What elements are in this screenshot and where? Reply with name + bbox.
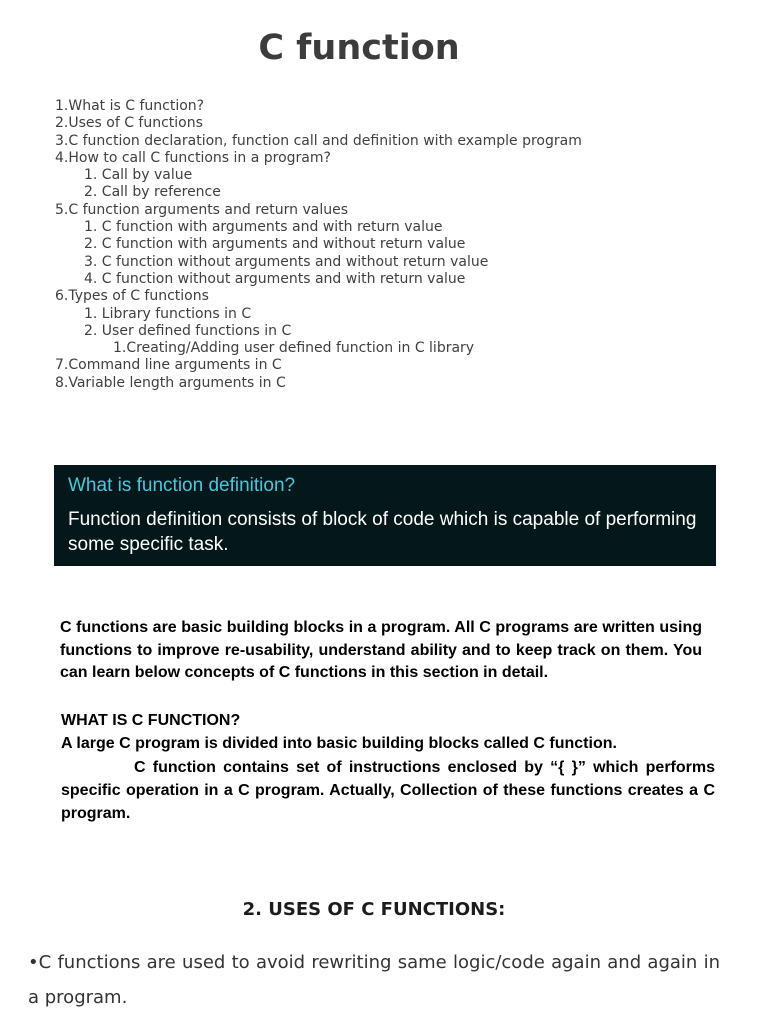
toc-item[interactable]: 3.C function declaration, function call and definition with example program xyxy=(55,132,582,149)
what-is-line-2: C function contains set of instructions enclosed by “{ }” which performs specific operation in a C program. Actually, Collection of these functions creates a C program. xyxy=(61,758,715,823)
table-of-contents xyxy=(55,98,582,392)
toc-item[interactable]: 6.Types of C functions xyxy=(55,288,209,305)
what-is-heading: WHAT IS C FUNCTION? xyxy=(61,712,241,729)
toc-item[interactable]: 2. C function with arguments and without return value xyxy=(84,236,466,253)
toc-item[interactable]: 1. Library functions in C xyxy=(84,305,252,322)
toc-item[interactable]: 2. Call by reference xyxy=(84,184,221,201)
toc-item[interactable]: 1.Creating/Adding user defined function in C library xyxy=(113,340,475,357)
toc-item[interactable]: 5.C function arguments and return values xyxy=(55,201,349,218)
toc-item[interactable]: 1.What is C function? xyxy=(55,98,205,114)
toc-item[interactable]: 1. C function with arguments and with return value xyxy=(84,219,443,236)
what-is-section xyxy=(61,709,715,825)
toc-item[interactable]: 1. Call by value xyxy=(84,167,193,184)
toc-item[interactable]: 4. C function without arguments and with return value xyxy=(84,270,466,287)
definition-banner xyxy=(54,465,716,566)
toc-item[interactable]: 2.Uses of C functions xyxy=(55,115,203,132)
uses-bullet: •C functions are used to avoid rewriting same logic/code again and again in a program. xyxy=(28,952,720,1008)
uses-heading: 2. USES OF C FUNCTIONS: xyxy=(242,899,506,920)
what-is-line-1: A large C program is divided into basic building blocks called C function. xyxy=(61,735,617,753)
banner-answer: Function definition consists of block of code which is capable of performing some specific task. xyxy=(68,509,697,555)
toc-item[interactable]: 7.Command line arguments in C xyxy=(55,357,282,374)
page-title: C function xyxy=(258,28,460,68)
toc-item[interactable]: 4.How to call C functions in a program? xyxy=(55,149,331,166)
toc-item[interactable]: 2. User defined functions in C xyxy=(84,322,292,339)
banner-question: What is function definition? xyxy=(68,475,296,496)
toc-item[interactable]: 8.Variable length arguments in C xyxy=(55,374,286,391)
intro-paragraph: C functions are basic building blocks in a program. All C programs are written using functions to improve re-usability, understand ability and to keep track on them. You can learn below concepts of C functions in this section in detail. xyxy=(60,619,702,681)
toc-item[interactable]: 3. C function without arguments and without return value xyxy=(84,253,489,270)
